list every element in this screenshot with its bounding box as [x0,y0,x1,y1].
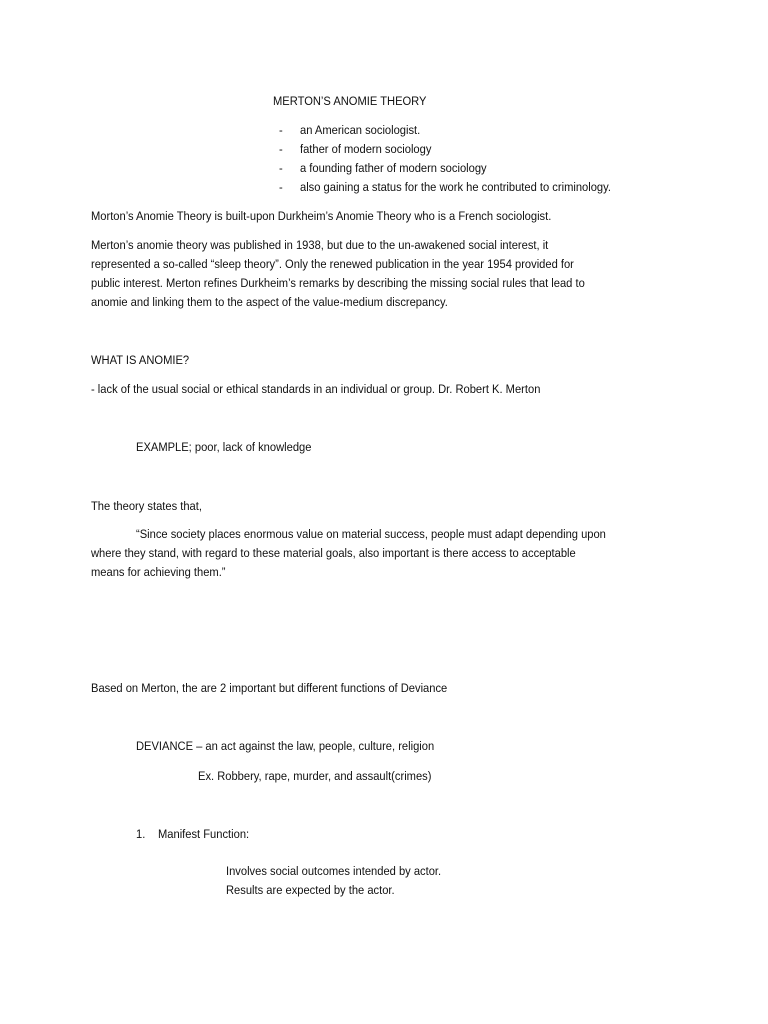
bullet-text: a founding father of modern sociology [300,161,487,175]
deviance-example: Ex. Robbery, rape, murder, and assault(crimes) [198,769,432,783]
bullet-dash: - [279,123,283,137]
quote-line: “Since society places enormous value on material success, people must adapt depending upon [136,527,606,541]
manifest-detail: Involves social outcomes intended by actor. [226,864,442,878]
paragraph-line: Merton’s anomie theory was published in 1938, but due to the un-awakened social interest, it [91,238,549,252]
bullet-dash: - [279,180,283,194]
paragraph-line: public interest. Merton refines Durkheim’s remarks by describing the missing social rules that lead to [91,276,585,290]
theory-intro: The theory states that, [91,499,202,513]
quote-line: where they stand, with regard to these material goals, also important is there access to acceptable [91,546,576,560]
list-number: 1. [136,827,146,841]
quote-line: means for achieving them.” [91,565,226,579]
manifest-function-label: Manifest Function: [158,827,250,841]
bullet-dash: - [279,161,283,175]
deviance-definition: DEVIANCE – an act against the law, people, culture, religion [136,739,435,753]
bullet-text: also gaining a status for the work he contributed to criminology. [300,180,611,194]
document-title: MERTON’S ANOMIE THEORY [273,94,427,108]
functions-intro: Based on Merton, the are 2 important but different functions of Deviance [91,681,448,695]
bullet-text: an American sociologist. [300,123,421,137]
definition-text: - lack of the usual social or ethical standards in an individual or group. Dr. Robert K. Merton [91,382,541,396]
section-heading: WHAT IS ANOMIE? [91,353,190,367]
manifest-detail: Results are expected by the actor. [226,883,395,897]
bullet-dash: - [279,142,283,156]
paragraph-line: represented a so-called “sleep theory”. Only the renewed publication in the year 1954 provided for [91,257,574,271]
example-text: EXAMPLE; poor, lack of knowledge [136,440,312,454]
paragraph-line: anomie and linking them to the aspect of the value-medium discrepancy. [91,295,448,309]
paragraph-intro: Morton’s Anomie Theory is built-upon Durkheim’s Anomie Theory who is a French sociologist. [91,209,552,223]
bullet-text: father of modern sociology [300,142,432,156]
